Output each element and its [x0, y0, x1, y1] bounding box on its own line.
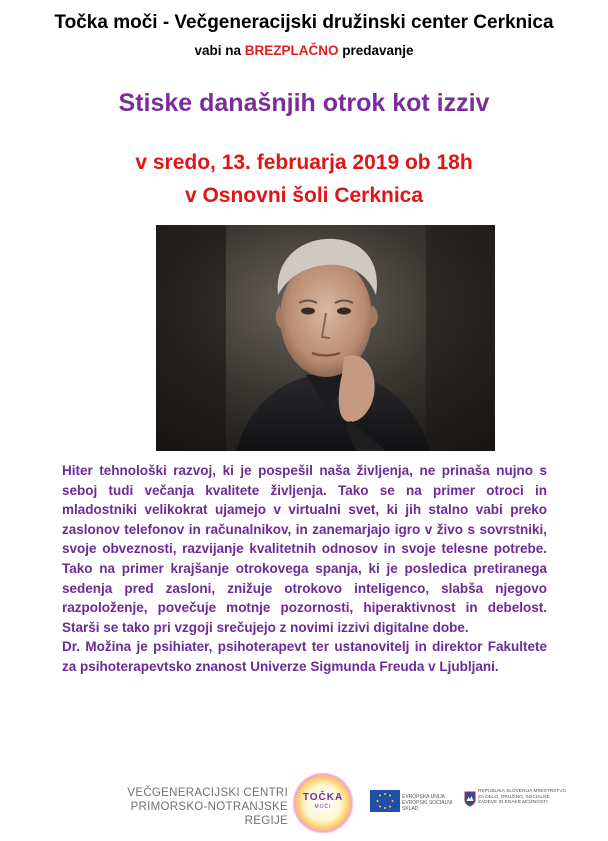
- description-paragraph-1: Hiter tehnološki razvoj, ki je pospešil naša življenja, ne prinaša nujno s seboj tudi večanja kvalitete življenja. Tako se na primer otroci in mladostniki velikokrat ujamejo v virtualni svet, ki jih stalno vabi preko zaslonov telefonov in računalnikov, in zanemarjajo igro v živo s sovrstniki, svoje obveznosti, razvijanje kvalitetnih odnosov in svoje telesne potrebe. Tako na primer krajšanje otrokovega spanja, ki je posledica pretiranega sedenja pred zasloni, znižuje otrokovo inteligenco, slabša njegovo razpoloženje, povečuje motnje pozornosti, hiperaktivnost in debelost. Starši se tako pri vzgoji srečujejo z novimi izzivi digitalne dobe.: [62, 463, 547, 635]
- logo-subtext: MOČI: [314, 804, 332, 810]
- event-date: v sredo, 13. februarja 2019 ob 18h: [135, 151, 473, 174]
- organization-title: Točka moči - Večgeneracijski družinski center Cerknica: [54, 12, 554, 33]
- speaker-bio-paragraph: Dr. Možina je psihiater, psihoterapevt ter ustanovitelj in direktor Fakultete za psihoterapevtsko znanost Univerze Sigmunda Freuda v Ljubljani.: [62, 639, 547, 674]
- invite-prefix: vabi na: [194, 43, 245, 58]
- tocka-moci-logo: [288, 770, 358, 836]
- footer-org-line-2: PRIMORSKO-NOTRANJSKE REGIJE: [130, 801, 288, 827]
- lecture-description: [62, 461, 547, 677]
- footer-org-line-1: VEČGENERACIJSKI CENTRI: [127, 787, 288, 799]
- invitation-line: [0, 43, 608, 58]
- eu-name: EVROPSKA UNIJA: [402, 794, 446, 800]
- logo-text: TOČKA: [302, 792, 344, 803]
- eu-fund: EVROPSKI SOCIALNI SKLAD: [402, 800, 453, 812]
- sun-rings-icon: [288, 770, 358, 836]
- speaker-portrait-illustration: [156, 225, 495, 451]
- free-badge-text: BREZPLAČNO: [244, 43, 339, 58]
- eu-label: [402, 794, 462, 812]
- slovenia-coat-of-arms-icon: [464, 791, 476, 807]
- event-venue: v Osnovni šoli Cerknica: [184, 184, 424, 207]
- speaker-photo: [156, 225, 495, 451]
- footer-organization: [118, 786, 288, 828]
- lecture-title: Stiske današnjih otrok kot izziv: [118, 89, 490, 117]
- sponsor-logos: [368, 781, 568, 821]
- ministry-label: REPUBLIKA SLOVENIJA MINISTRSTVO ZA DELO, DRUŽINO, SOCIALNE ZADEVE IN ENAKE MOŽNOSTI: [478, 789, 567, 806]
- invite-suffix: predavanje: [338, 43, 414, 58]
- eu-flag-icon: [370, 790, 400, 812]
